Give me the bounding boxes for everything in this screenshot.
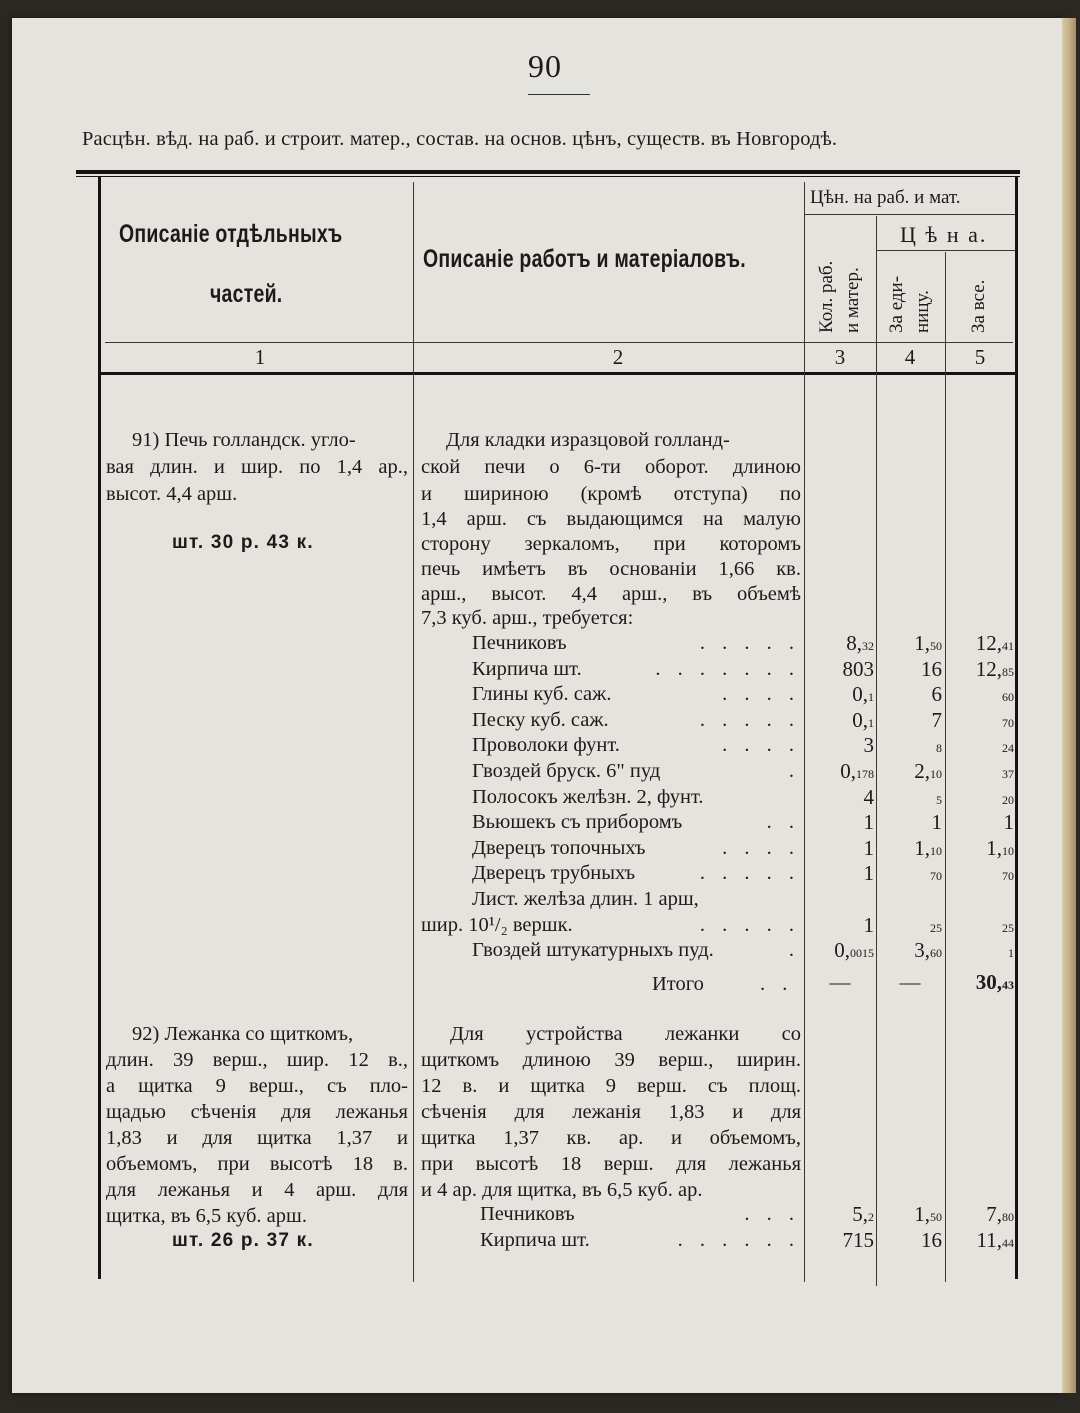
table-row-dots: . bbox=[788, 939, 800, 962]
table-row-unit: 2,10 bbox=[914, 759, 942, 783]
table-row-qty: 0,0015 bbox=[834, 938, 874, 963]
table-row-total: 60 bbox=[1002, 690, 1014, 705]
group-header: Цѣн. на раб. и мат. bbox=[810, 187, 961, 208]
item91-total-dots: . . bbox=[760, 973, 794, 995]
table-row-unit: 8 bbox=[936, 741, 942, 756]
item91-work-line: 7,3 куб. арш., требуется: bbox=[421, 607, 634, 629]
table-row-total: 24 bbox=[1002, 741, 1014, 756]
item92-desc-line: длин. 39 верш., шир. 12 в., bbox=[106, 1049, 408, 1071]
table-row-total: 11,44 bbox=[976, 1228, 1014, 1252]
table-row-qty: 1 bbox=[863, 861, 874, 886]
colnum-1: 1 bbox=[254, 345, 266, 369]
table-row-name: Кирпича шт. bbox=[480, 1229, 590, 1251]
table-row-dots: . . . . bbox=[722, 836, 800, 859]
header-bottom-rule bbox=[98, 372, 1018, 375]
colnum-2: 2 bbox=[612, 345, 624, 369]
table-row-unit: 1,10 bbox=[914, 835, 942, 860]
group-header-line bbox=[805, 214, 1015, 215]
colnum-4: 4 bbox=[904, 345, 916, 369]
table-row-name: шир. 10¹/₂ вершк. bbox=[421, 913, 573, 936]
item92-desc-line: для лежанья и 4 арш. для bbox=[106, 1179, 408, 1201]
table-row-dots: . . . . . bbox=[699, 708, 800, 731]
table-row-dots: . . . . . . . bbox=[655, 657, 800, 680]
col-line-2 bbox=[804, 182, 805, 1282]
table-row-name: Дверецъ трубныхъ bbox=[472, 862, 636, 885]
table-row-qty: 5,2 bbox=[852, 1202, 874, 1226]
table-row-total: 25 bbox=[1002, 920, 1014, 935]
colnum-line bbox=[105, 342, 1013, 343]
table-row-qty: 715 bbox=[842, 1228, 874, 1252]
table-row-total: 1 bbox=[1008, 946, 1014, 961]
running-title: Расцѣн. вѣд. на раб. и строит. матер., состав. на основ. цѣнъ, существ. въ Новгородѣ. bbox=[82, 128, 838, 150]
table-row-unit: 5 bbox=[936, 792, 942, 807]
table-row-unit: 1 bbox=[931, 810, 942, 835]
page-edge bbox=[1062, 18, 1076, 1393]
item91-desc-line: вая длин. и шир. по 1,4 ар., bbox=[106, 456, 408, 478]
item92-work-line: при высотѣ 18 верш. для лежанья bbox=[421, 1153, 801, 1175]
item92-work-line: Для устройства лежанки со bbox=[450, 1023, 801, 1045]
colnum-5: 5 bbox=[974, 345, 986, 369]
item91-work-line: 1,4 арш. съ выдающимся на малую bbox=[421, 508, 801, 530]
colnum-3: 3 bbox=[834, 345, 846, 369]
table-row-qty: 1 bbox=[863, 835, 874, 860]
item92-work-line: щиткомъ длиною 39 верш., ширин. bbox=[421, 1049, 801, 1071]
col-line-3 bbox=[876, 216, 877, 1286]
item92-work-line: щитка 1,37 кв. ар. и объемомъ, bbox=[421, 1127, 801, 1149]
table-row-name: Глины куб. саж. bbox=[472, 683, 612, 706]
col4-header-line2: ницу. bbox=[912, 290, 933, 333]
page-number: 90 bbox=[528, 48, 562, 84]
table-row-name: Гвоздей штукатурныхъ пуд. bbox=[472, 939, 714, 962]
item91-total-label: Итого bbox=[652, 973, 704, 995]
page-number-rule bbox=[528, 94, 590, 95]
item91-total-dash-qty: — bbox=[829, 970, 851, 994]
col3-header-line2: и матер. bbox=[842, 267, 863, 333]
table-row-qty: 4 bbox=[863, 784, 874, 809]
table-row-total: 12,85 bbox=[975, 656, 1014, 681]
col1-header-line1: Описаніе отдѣльныхъ bbox=[119, 220, 343, 248]
top-rule-thin bbox=[76, 176, 1020, 177]
table-row-name: Вьюшекъ съ приборомъ bbox=[472, 811, 683, 834]
table-row-unit: 16 bbox=[921, 1228, 942, 1252]
item92-desc-line: объемомъ, при высотѣ 18 в. bbox=[106, 1153, 408, 1175]
top-rule bbox=[76, 170, 1020, 174]
col1-header-line2: частей. bbox=[210, 280, 283, 308]
price-group-header: Ц ѣ н а. bbox=[900, 222, 988, 247]
table-row-qty: 8,32 bbox=[846, 631, 874, 655]
item91-desc-line: 91) Печь голландск. угло- bbox=[132, 429, 356, 451]
table-row-name: Проволоки фунт. bbox=[472, 734, 620, 757]
table-row-unit: 1,50 bbox=[914, 631, 942, 655]
table-row-unit: 7 bbox=[931, 707, 942, 732]
table-row-total: 37 bbox=[1002, 767, 1014, 781]
table-row-dots: . . . bbox=[744, 1203, 800, 1225]
item92-desc-line: 1,83 и для щитка 1,37 и bbox=[106, 1127, 408, 1149]
table-left-border bbox=[98, 176, 101, 1279]
price-header-line bbox=[877, 250, 1015, 251]
table-row-dots: . . . . bbox=[722, 683, 800, 706]
item91-work-line: печь имѣетъ въ основаніи 1,66 кв. bbox=[421, 558, 801, 580]
table-row-name: Гвоздей бруск. 6" пуд bbox=[472, 760, 661, 782]
table-right-border bbox=[1015, 176, 1018, 1279]
table-row-total: 1,10 bbox=[986, 835, 1014, 860]
table-row-qty: 1 bbox=[863, 810, 874, 835]
table-row-name: Печниковъ bbox=[472, 632, 567, 654]
table-row-name: Лист. желѣза длин. 1 арш, bbox=[472, 888, 699, 910]
col4-header-line1: За еди- bbox=[886, 275, 907, 333]
table-row-dots: . . . . . bbox=[699, 913, 800, 936]
item91-total-dash-unit: — bbox=[899, 970, 921, 994]
table-row-total: 1 bbox=[1003, 810, 1014, 835]
table-row-unit: 25 bbox=[930, 920, 942, 935]
item92-work-line: сѣченія для лежанія 1,83 и для bbox=[421, 1101, 801, 1123]
table-row-name: Кирпича шт. bbox=[472, 657, 582, 680]
item91-desc-line: высот. 4,4 арш. bbox=[106, 483, 238, 505]
table-row-total: 70 bbox=[1002, 715, 1014, 730]
item91-work-line: сторону зеркаломъ, при которомъ bbox=[421, 533, 801, 555]
col-line-1 bbox=[413, 182, 414, 1282]
table-row-dots: . . . . . bbox=[699, 862, 800, 885]
table-row-qty: 0,1 bbox=[852, 707, 874, 732]
table-row-total: 7,80 bbox=[986, 1202, 1014, 1226]
table-row-dots: . . . . bbox=[722, 734, 800, 757]
item91-work-line: Для кладки изразцовой голланд- bbox=[446, 429, 730, 451]
table-row-qty: 0,1 bbox=[852, 682, 874, 707]
table-row-unit: 3,60 bbox=[914, 938, 942, 963]
item92-desc-line: а щитка 9 верш., съ пло- bbox=[106, 1075, 408, 1097]
table-row-qty: 1 bbox=[863, 912, 874, 937]
table-row-total: 70 bbox=[1002, 869, 1014, 884]
item91-work-line: и шириною (кромѣ отступа) по bbox=[421, 483, 801, 505]
item92-price: шт. 26 р. 37 к. bbox=[172, 1230, 314, 1251]
table-row-unit: 1,50 bbox=[914, 1202, 942, 1226]
item92-work-line: 12 в. и щитка 9 верш. съ площ. bbox=[421, 1075, 801, 1097]
table-row-total: 20 bbox=[1002, 792, 1014, 807]
table-row-qty: 803 bbox=[842, 656, 874, 681]
item91-price: шт. 30 р. 43 к. bbox=[172, 532, 314, 553]
table-row-qty: 3 bbox=[863, 733, 874, 758]
item92-desc-line: щадью сѣченія для лежанья bbox=[106, 1101, 408, 1123]
table-row-dots: . . . . . . bbox=[677, 1229, 800, 1251]
table-row-name: Печниковъ bbox=[480, 1203, 575, 1225]
table-row-unit: 16 bbox=[921, 656, 942, 681]
table-row-name: Полосокъ желѣзн. 2, фунт. bbox=[472, 785, 704, 808]
item91-total-value: 30,43 bbox=[975, 970, 1014, 994]
table-row-unit: 70 bbox=[930, 869, 942, 884]
table-row-dots: . . bbox=[766, 811, 800, 834]
item91-work-line: арш., высот. 4,4 арш., въ объемѣ bbox=[421, 583, 801, 605]
table-row-total: 12,41 bbox=[975, 631, 1014, 655]
col5-header: За все. bbox=[968, 279, 989, 333]
table-row-name: Песку куб. саж. bbox=[472, 708, 609, 731]
item92-work-line: и 4 ар. для щитка, въ 6,5 куб. ар. bbox=[421, 1179, 703, 1201]
item92-desc-line: 92) Лежанка со щиткомъ, bbox=[132, 1023, 354, 1045]
table-row-qty: 0,178 bbox=[840, 759, 874, 783]
table-row-dots: . bbox=[788, 760, 800, 782]
item92-desc-line: щитка, въ 6,5 куб. арш. bbox=[106, 1205, 307, 1227]
table-row-name: Дверецъ топочныхъ bbox=[472, 836, 646, 859]
col2-header: Описаніе работъ и матеріаловъ. bbox=[423, 245, 746, 273]
table-row-dots: . . . . . bbox=[699, 632, 800, 654]
col3-header-line1: Кол. раб. bbox=[816, 260, 837, 333]
col-line-4 bbox=[945, 252, 946, 1282]
table-row-unit: 6 bbox=[931, 682, 942, 707]
item91-work-line: ской печи о 6-ти оборот. длиною bbox=[421, 456, 801, 478]
